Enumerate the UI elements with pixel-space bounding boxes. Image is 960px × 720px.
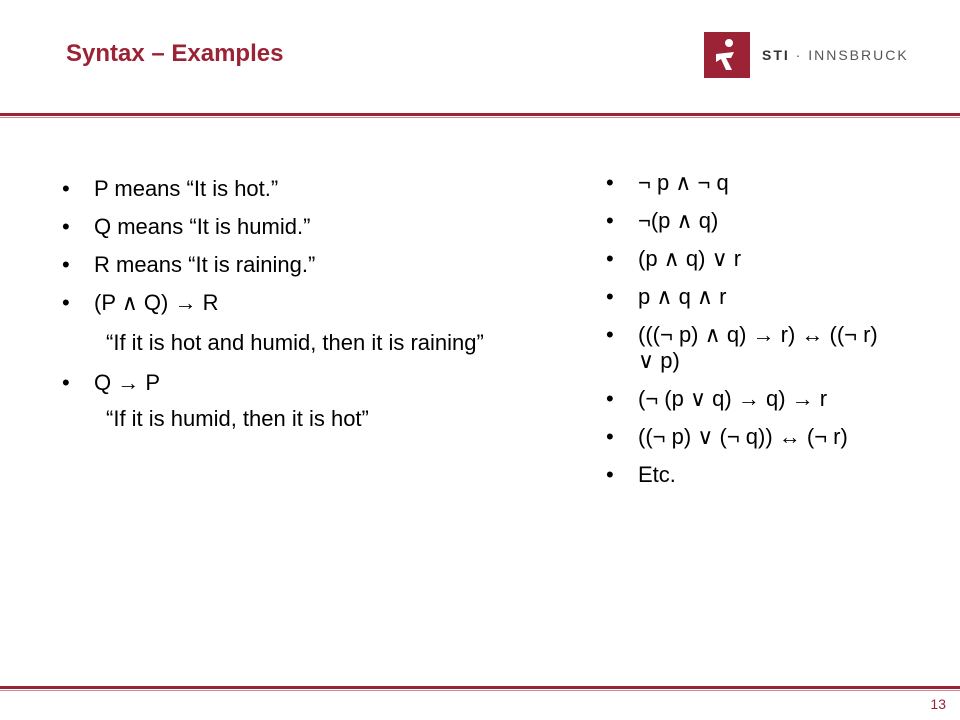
sti-logo-text: STI · INNSBRUCK [762, 47, 909, 63]
list-item: • Q → P [62, 370, 161, 395]
list-item: • Q means “It is humid.” [62, 214, 311, 239]
list-item: • p ∧ q ∧ r [606, 284, 727, 309]
page-number: 13 [930, 696, 946, 712]
list-item: • ((¬ p) ∨ (¬ q)) ↔ (¬ r) [606, 424, 848, 449]
right-bullet-list [606, 170, 946, 500]
footer-divider-thin [0, 690, 960, 691]
sti-logo [704, 32, 909, 78]
list-item: • ¬ p ∧ ¬ q [606, 170, 729, 195]
list-item: • R means “It is raining.” [62, 252, 316, 277]
slide-title: Syntax – Examples [66, 40, 284, 67]
list-item: • (P ∧ Q) → R [62, 290, 219, 315]
left-bullet-list-2 [62, 370, 582, 408]
header-divider-thin [0, 117, 960, 118]
list-item: • (((¬ p) ∧ q) → r) ↔ ((¬ r) ∨ p) [606, 322, 878, 373]
sti-logo-icon [704, 32, 750, 78]
header-divider [0, 113, 960, 116]
left-bullet-list [62, 176, 582, 328]
quote-text: “If it is humid, then it is hot” [106, 406, 369, 431]
list-item: • P means “It is hot.” [62, 176, 279, 201]
list-item: • (p ∧ q) ∨ r [606, 246, 742, 271]
list-item: • Etc. [606, 462, 676, 487]
list-item: • (¬ (p ∨ q) → q) → r [606, 386, 828, 411]
quote-text: “If it is hot and humid, then it is raining” [106, 330, 484, 355]
list-item: • ¬(p ∧ q) [606, 208, 719, 233]
footer-divider [0, 686, 960, 689]
